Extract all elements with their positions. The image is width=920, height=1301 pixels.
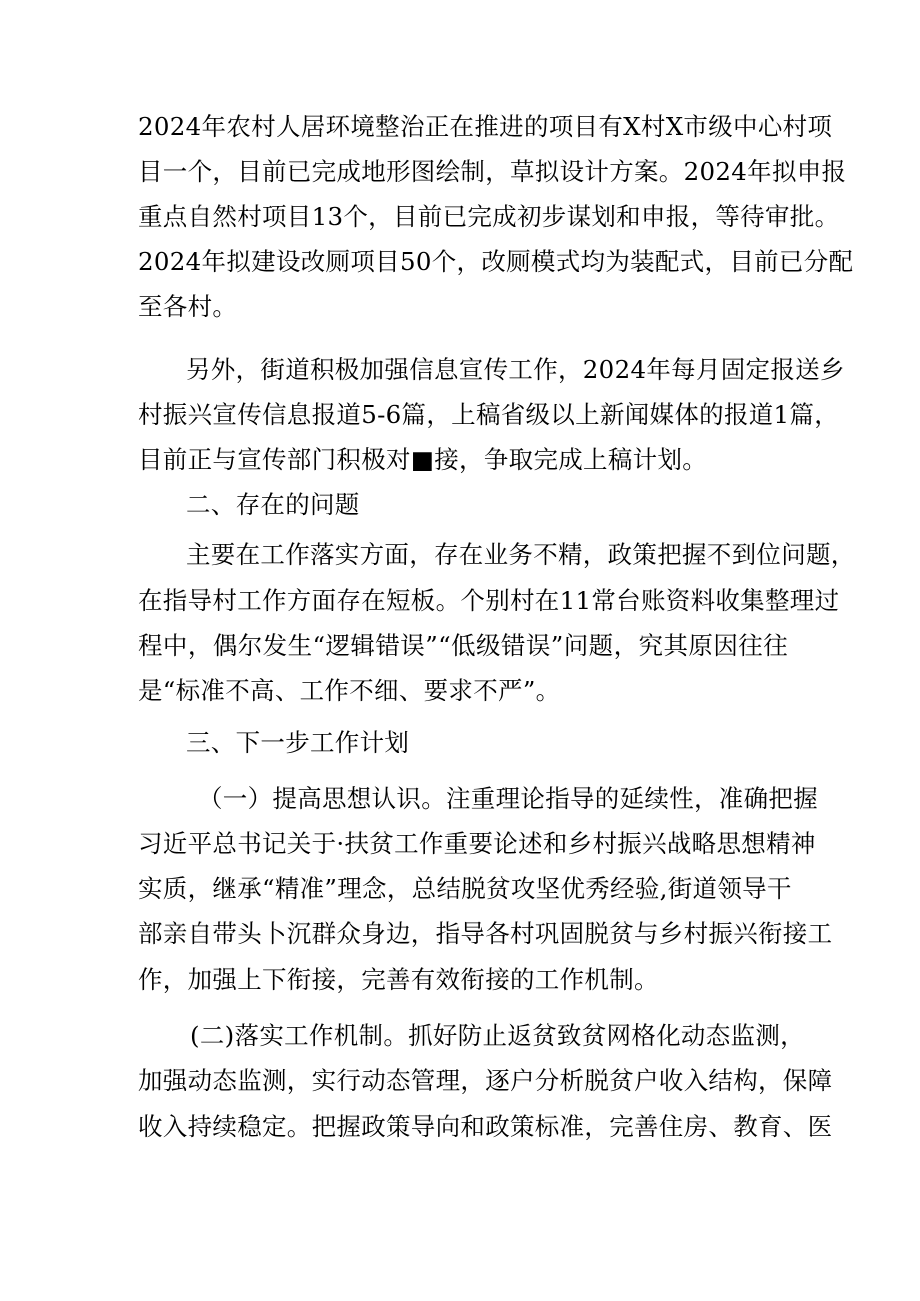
text-line: 程中，偶尔发生“逻辑错误”“低级错误”问题，究其原因往往 bbox=[138, 631, 788, 660]
text-line: 主要在工作落实方面，存在业务不精，政策把握不到位问题， bbox=[186, 540, 856, 569]
text-line: 在指导村工作方面存在短板。个别村在11常台账资料收集整理过 bbox=[138, 586, 840, 615]
text-line: 实质，继承“精准”理念，总结脱贫攻坚优秀经验,街道领导干 bbox=[138, 874, 792, 903]
text-line: 另外，街道积极加强信息宣传工作，2024年每月固定报送乡 bbox=[186, 355, 845, 384]
text-line: 2024年拟建设改厕项目50个，改厕模式均为装配式，目前已分配 bbox=[138, 247, 854, 276]
section-heading-next-steps: 三、下一步工作计划 bbox=[186, 728, 410, 757]
text-line: 加强动态监测，实行动态管理，逐户分析脱贫户收入结构，保障 bbox=[138, 1066, 833, 1095]
section-heading-problems: 二、存在的问题 bbox=[186, 490, 360, 519]
text-line: （一）提高思想认识。注重理论指导的延续性，准确把握 bbox=[198, 784, 818, 813]
text-line: 至各村。 bbox=[138, 292, 238, 321]
text-line: 收入持续稳定。把握政策导向和政策标准，完善住房、教育、医 bbox=[138, 1112, 833, 1141]
text-line: 是“标准不高、工作不细、要求不严”。 bbox=[138, 676, 561, 705]
text-line: 习近平总书记关于·扶贫工作重要论述和乡村振兴战略思想精神 bbox=[138, 829, 816, 858]
text-line: (二)落实工作机制。抓好防止返贫致贫网格化动态监测， bbox=[190, 1021, 805, 1050]
text-line: 2024年农村人居环境整治正在推进的项目有X村X市级中心村项 bbox=[138, 112, 833, 141]
text-line: 部亲自带头卜沉群众身边，指导各村巩固脱贫与乡村振兴衔接工 bbox=[138, 919, 833, 948]
text-line: 作，加强上下衔接，完善有效衔接的工作机制。 bbox=[138, 965, 659, 994]
text-line: 重点自然村项目13个，目前已完成初步谋划和申报，等待审批。 bbox=[138, 202, 840, 231]
text-line: 目前正与宣传部门积极对■接，争取完成上稿计划。 bbox=[138, 445, 708, 474]
text-line: 村振兴宣传信息报道5-6篇，上稿省级以上新闻媒体的报道1篇， bbox=[138, 400, 840, 429]
text-line: 目一个，目前已完成地形图绘制，草拟设计方案。2024年拟申报 bbox=[138, 157, 847, 186]
